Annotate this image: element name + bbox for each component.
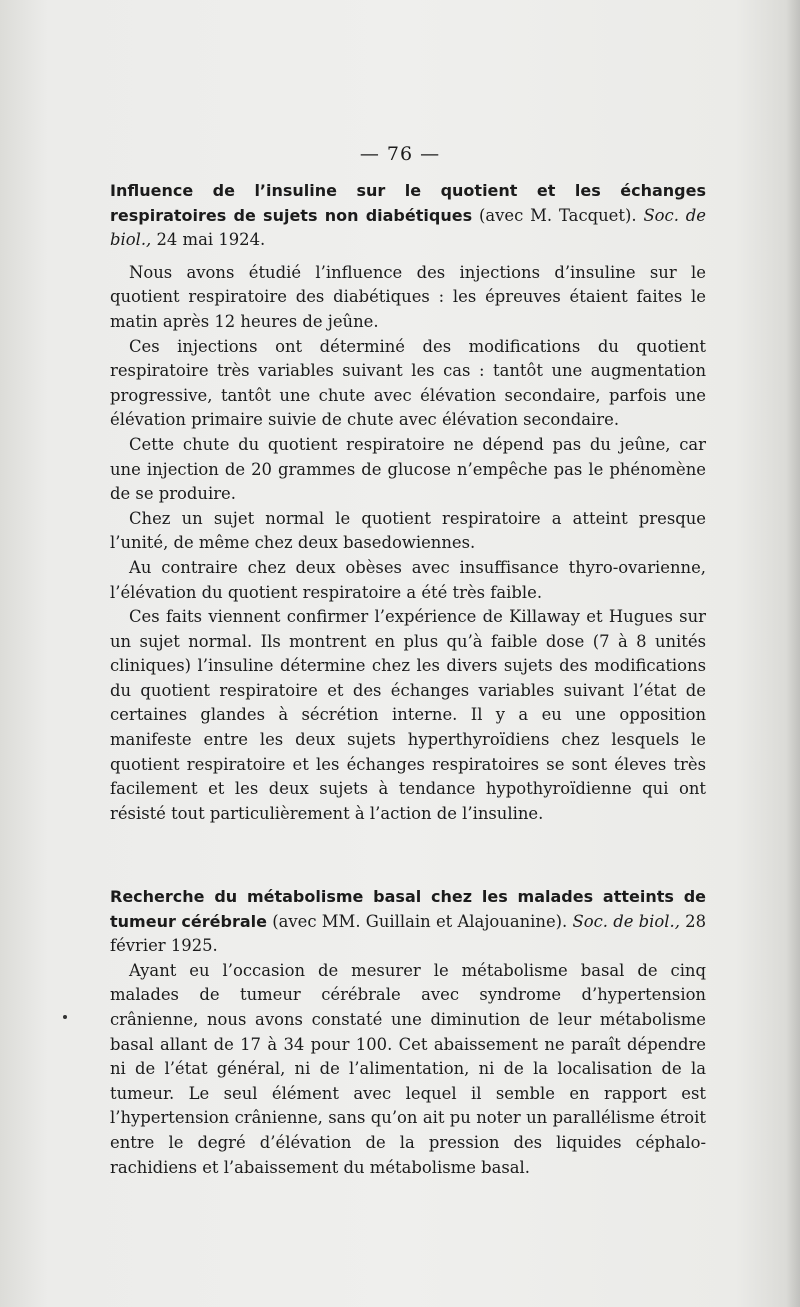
paragraph: Au contraire chez deux obèses avec insuffisance thyro-ovarienne, l’élévation du quotient respiratoire a été très faible.	[110, 557, 706, 602]
paragraph: Ayant eu l’occasion de mesurer le métabolisme basal de cinq malades de tumeur cérébrale avec syndrome d’hypertension crânienne, nous avons constaté une diminution de leur métabolisme basal allant de 17 à 34 pour 100. Cet abaissement ne paraît dépendre ni de l’état général, ni de l’alimentation, ni de la localisation de la tumeur. Le seul élément avec lequel il semble en rapport est l’hypertension crânienne, sans qu’on ait pu noter un parallélisme étroit entre le degré d’élévation de la pression des liquides céphalo-rachidiens et l’abaissement du métabolisme basal.	[110, 960, 706, 1177]
paragraph: Ces injections ont déterminé des modifications du quotient respiratoire très variables suivant les cas : tantôt une augmentation progressive, tantôt une chute avec élévation secondaire, parfois une élévation primaire suivie de chute avec élévation secondaire.	[110, 336, 706, 430]
section-source: Soc. de biol.,	[110, 205, 706, 250]
paragraph: Chez un sujet normal le quotient respiratoire a atteint presque l’unité, de même chez deux basedowiennes.	[110, 508, 706, 553]
section-authors: (avec M. Tacquet).	[478, 205, 637, 225]
section-title: Influence de l’insuline sur le quotient et les échanges respiratoires de sujets non diabétiques	[110, 181, 706, 225]
paragraph: Ces faits viennent confirmer l’expérience de Killaway et Hugues sur un sujet normal. Ils montrent en plus qu’à faible dose (7 à 8 unités cliniques) l’insuline détermine chez les divers sujets des modifications du quotient respiratoire et des échanges variables suivant l’état de certaines glandes à sécrétion interne. Il y a eu une opposition manifeste entre les deux sujets hyperthyroïdiens chez lesquels le quotient respiratoire et les échanges respiratoires se sont éleves très facilement et les deux sujets à tendance hypothyroïdienne qui ont résisté tout particulièrement à l’action de l’insuline.	[110, 607, 706, 823]
section-date: 28 février 1925.	[110, 911, 706, 956]
page-number: — 76 —	[359, 143, 441, 165]
margin-speck	[63, 1015, 67, 1019]
section-date: 24 mai 1924.	[156, 230, 266, 250]
section-metabolisme	[110, 885, 706, 1180]
section-title: Recherche du métabolisme basal chez les malades atteints de tumeur cérébrale	[110, 887, 706, 931]
section-heading	[110, 885, 706, 959]
section-source: Soc. de biol.,	[572, 911, 680, 931]
paragraph: Cette chute du quotient respiratoire ne dépend pas du jeûne, car une injection de 20 grammes de glucose n’empêche pas le phénomène de se produire.	[110, 434, 706, 504]
page-edge-shadow	[786, 0, 800, 1307]
section-heading	[110, 179, 706, 253]
section-insuline	[110, 179, 706, 826]
paragraph: Nous avons étudié l’influence des injections d’insuline sur le quotient respiratoire des diabétiques : les épreuves étaient faites le matin après 12 heures de jeûne.	[110, 262, 706, 331]
section-authors: (avec MM. Guillain et Alajouanine).	[272, 911, 568, 931]
